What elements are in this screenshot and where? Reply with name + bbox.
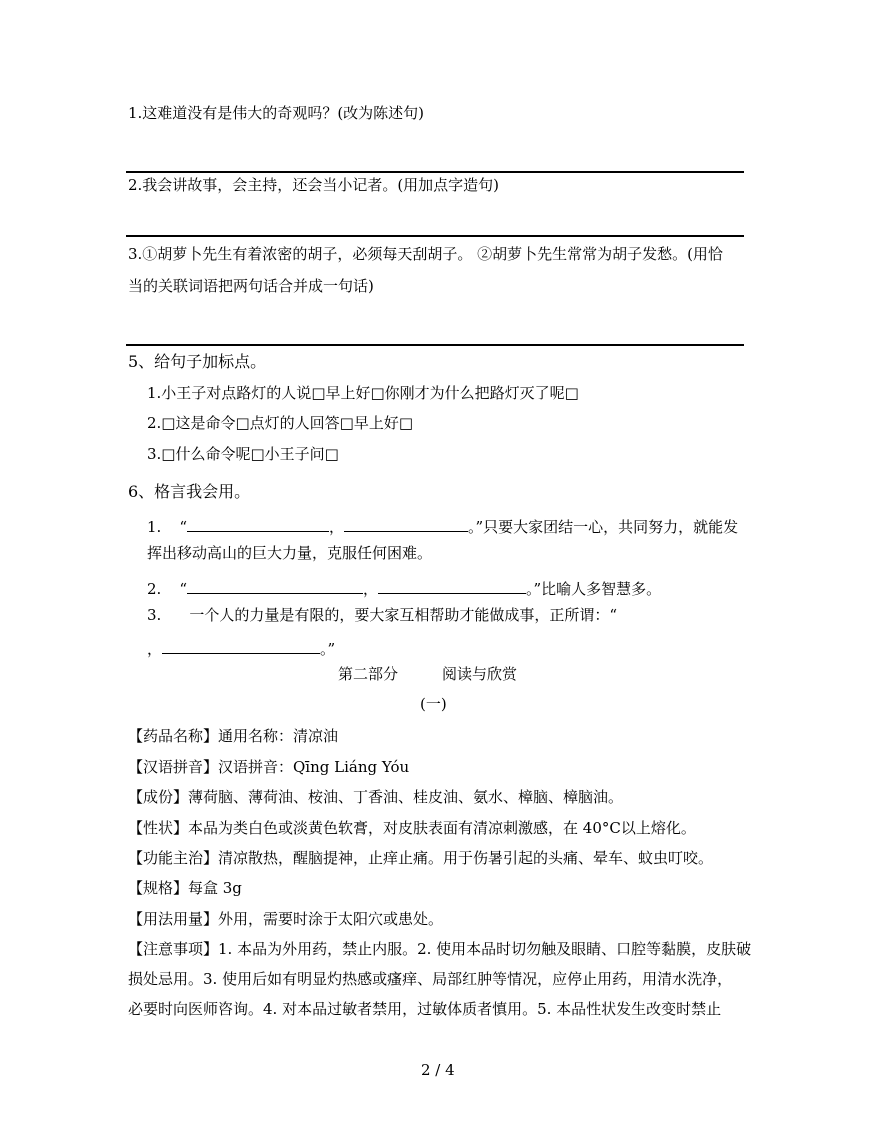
proverb-1-comma: ， [328,518,344,536]
proverb-1-blank-a[interactable] [187,516,329,532]
page-number: 2 / 4 [421,1061,455,1079]
section-5-heading: 5、给句子加标点。 [128,352,267,371]
proverb-2-blank-b[interactable] [378,578,526,594]
medicine-usage: 【用法用量】外用，需要时涂于太阳穴或患处。 [128,910,444,928]
medicine-properties: 【性状】本品为类白色或淡黄色软膏，对皮肤表面有清凉刺激感，在 40°C以上熔化。 [128,819,696,837]
medicine-notes-line-2: 损处忌用。3. 使用后如有明显灼热感或瘙痒、局部红肿等情况，应停止用药，用清水洗净， [128,970,733,988]
medicine-name: 【药品名称】通用名称：清凉油 [128,727,339,745]
proverb-item-2 [147,578,661,597]
question-1: 1.这难道没有是伟大的奇观吗？(改为陈述句) [128,104,425,122]
part-2-subtitle: (一) [420,695,447,713]
proverb-2-open-quote: “ [179,580,187,598]
question-3-line-1: 3.①胡萝卜先生有着浓密的胡子，必须每天刮胡子。 ②胡萝卜先生常常为胡子发愁。(用恰 [128,245,723,263]
proverb-3-number: 3. [147,606,162,624]
part-2-title [338,667,517,682]
punctuation-sentence-3: 3.□什么命令呢□小王子问□ [147,445,339,463]
proverb-3-line-2 [147,638,335,657]
medicine-ingredients: 【成份】薄荷脑、薄荷油、桉油、丁香油、桂皮油、氨水、樟脑、樟脑油。 [128,788,624,806]
proverb-item-1 [147,516,738,535]
medicine-notes-line-3: 必要时向医师咨询。4. 对本品过敏者禁用，过敏体质者慎用。5. 本品性状发生改变时禁止 [128,1000,722,1018]
answer-line-2 [126,235,744,237]
punctuation-sentence-1: 1.小王子对点路灯的人说□早上好□你刚才为什么把路灯灭了呢□ [147,384,579,402]
question-2: 2.我会讲故事，会主持，还会当小记者。(用加点字造句) [128,176,500,194]
proverb-3-comma: ， [147,640,163,658]
proverb-2-blank-a[interactable] [187,578,363,594]
punctuation-sentence-2: 2.□这是命令□点灯的人回答□早上好□ [147,414,414,432]
proverb-1-line-2: 挥出移动高山的巨大力量，克服任何困难。 [147,544,433,562]
proverb-1-number: 1. [147,518,162,536]
proverb-3-tail: 。” [320,640,336,658]
proverb-2-comma: ， [362,580,378,598]
proverb-1-blank-b[interactable] [344,516,468,532]
answer-line-3 [126,344,744,346]
proverb-1-tail: 。”只要大家团结一心，共同努力，就能发 [468,518,739,536]
proverb-2-tail: 。”比喻人多智慧多。 [526,580,662,598]
section-6-heading: 6、格言我会用。 [128,482,251,501]
proverb-3-blank[interactable] [162,638,320,654]
question-3-line-2: 当的关联词语把两句话合并成一句话) [128,277,374,295]
proverb-item-3 [147,608,617,623]
part-2-title-b: 阅读与欣赏 [442,665,518,683]
medicine-spec: 【规格】每盒 3g [128,879,242,897]
medicine-indications: 【功能主治】清凉散热，醒脑提神，止痒止痛。用于伤暑引起的头痛、晕车、蚊虫叮咬。 [128,849,714,867]
part-2-title-a: 第二部分 [338,665,399,683]
answer-line-1 [126,171,744,173]
proverb-2-number: 2. [147,580,162,598]
medicine-pinyin: 【汉语拼音】汉语拼音：Qīng Liáng Yóu [128,758,410,776]
proverb-1-open-quote: “ [179,518,187,536]
medicine-notes-line-1: 【注意事项】1. 本品为外用药，禁止内服。2. 使用本品时切勿触及眼睛、口腔等黏膜，皮肤破 [128,940,752,958]
proverb-3-text: 一个人的力量是有限的，要大家互相帮助才能做成事，正所谓：“ [189,606,617,624]
